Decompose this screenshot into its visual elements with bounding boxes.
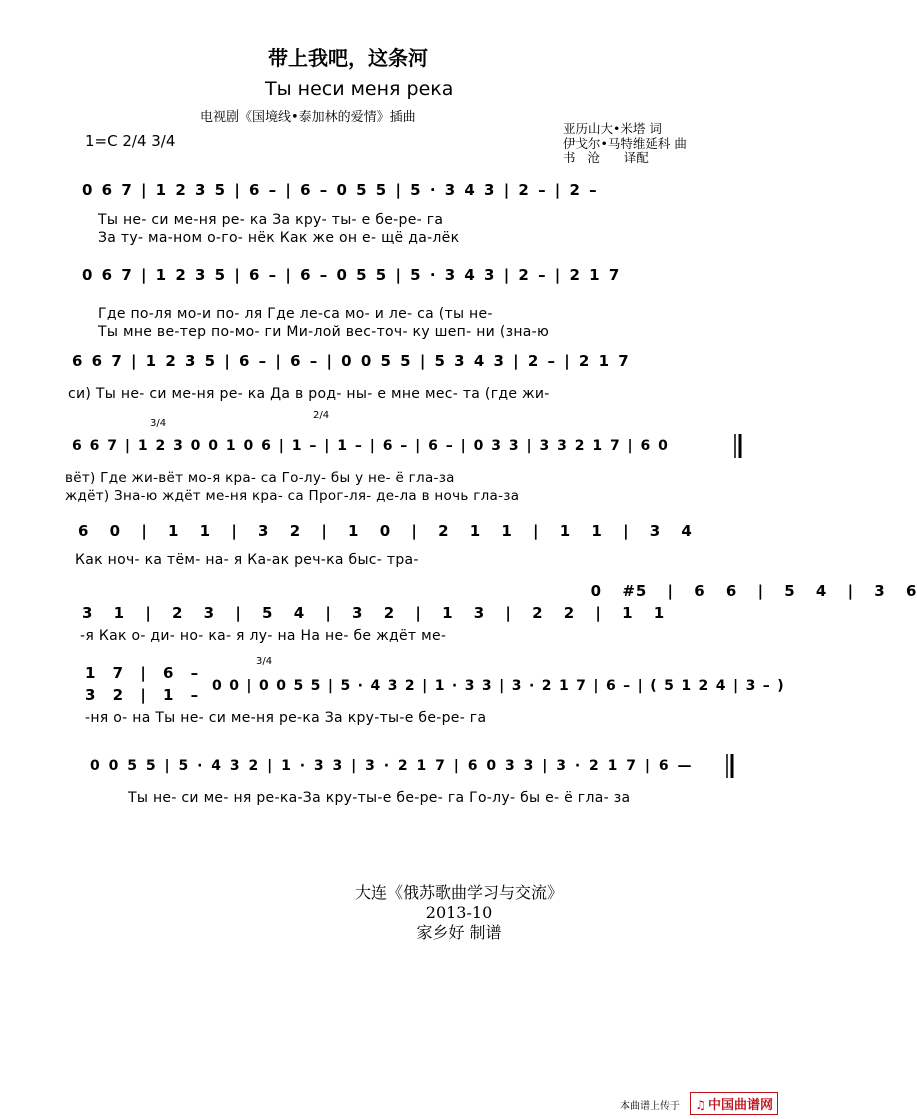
lyric-row-7a: -ня о- на Ты не- си ме-ня ре-ка За кру-ты-е бе-ре- га	[85, 710, 487, 726]
notation-row-7: 0 0 | 0 0 5 5 | 5 · 4 3 2 | 1 · 3 3 | 3 · 2 1 7 | 6 – | ( 5 1 2 4 | 3 – )	[212, 678, 784, 694]
footer-date: 2013-10	[425, 903, 493, 922]
credit-translator: 书 沧 译配	[563, 150, 649, 165]
notation-row-8: 0 0 5 5 | 5 · 4 3 2 | 1 · 3 3 | 3 · 2 1 7 | 6 0 3 3 | 3 · 2 1 7 | 6 —	[90, 758, 693, 774]
notation-row-2: 0 6 7 | 1 2 3 5 | 6 – | 6 – 0 5 5 | 5 · 3 4 3 | 2 – | 2 1 7	[82, 266, 621, 284]
notation-row-3: 6 6 7 | 1 2 3 5 | 6 – | 6 – | 0 0 5 5 | 5 3 4 3 | 2 – | 2 1 7	[72, 352, 630, 370]
lyric-row-8a: Ты не- си ме- ня ре-ка-За кру-ты-е бе-ре- га Го-лу- бы е- ё гла- за	[128, 790, 631, 806]
lyric-row-3a: си) Ты не- си ме-ня ре- ка Да в род- ны- е мне мес- та (где жи-	[68, 386, 550, 402]
brand-name: 中国曲谱网	[707, 1098, 773, 1113]
lyric-row-6a: -я Как о- ди- но- ка- я лу- на На не- бе ждёт ме-	[80, 628, 447, 644]
lyric-row-4a: вёт) Где жи-вёт мо-я кра- са Го-лу- бы у не- ё гла-за	[65, 470, 455, 486]
lyric-row-1a: Ты не- си ме-ня ре- ка За кру- ты- е бе-ре- га	[98, 212, 444, 228]
time-change-3-4: 3/4	[150, 418, 167, 429]
lyric-row-5a: Как ноч- ка тём- на- я Ка-ак реч-ка быс- тра-	[75, 552, 419, 568]
lyric-row-1b: За ту- ма-ном о-го- нёк Как же он е- щё да-лёк	[98, 230, 460, 246]
footer	[355, 883, 563, 943]
page-title-ru: Ты неси меня река	[265, 78, 454, 100]
credit-composer: 伊戈尔•马特维延科 曲	[563, 135, 687, 151]
footer-source: 大连《俄苏歌曲学习与交流》	[355, 883, 564, 902]
lyric-row-2b: Ты мне ве-тер по-мо- ги Ми-лой вес-точ- ку шеп- ни (зна-ю	[98, 324, 550, 340]
page-title-cn: 带上我吧，这条河	[268, 46, 428, 70]
brand-icon: ♫	[695, 1098, 706, 1112]
notation-row-6-upper: 0 #5 | 6 6 | 5 4 | 3 6	[348, 582, 917, 600]
brand-logo[interactable]	[690, 1092, 778, 1115]
credit-lyricist: 亚历山大•米塔 词	[563, 121, 662, 136]
lyric-row-4b: ждёт) Зна-ю ждёт ме-ня кра- са Прог-ля- де-ла в ночь гла-за	[65, 488, 520, 504]
time-change-2-4: 2/4	[313, 410, 330, 421]
page-subtitle: 电视剧《国境线•泰加林的爱情》插曲	[200, 110, 416, 125]
notation-row-4: 6 6 7 | 1 2 3 0 0 1 0 6 | 1 – | 1 – | 6 – | 6 – | 0 3 3 | 3 3 2 1 7 | 6 0	[72, 438, 669, 454]
lyric-row-2a: Где по-ля мо-и по- ля Где ле-са мо- и ле- са (ты не-	[98, 306, 493, 322]
key-signature: 1=C 2/4 3/4	[85, 132, 176, 150]
notation-row-5: 6 0 | 1 1 | 3 2 | 1 0 | 2 1 1 | 1 1 | 3 4	[78, 522, 693, 540]
footer-maker: 家乡好 制谱	[416, 923, 502, 942]
notation-row-1: 0 6 7 | 1 2 3 5 | 6 – | 6 – 0 5 5 | 5 · 3 4 3 | 2 – | 2 –	[82, 181, 598, 199]
upload-note: 本曲谱上传于	[620, 1101, 680, 1112]
notation-row-7-upper: 1 7 | 6 –	[85, 664, 200, 682]
time-change-row-7: 3/4	[256, 656, 273, 667]
notation-row-7-lower: 3 2 | 1 –	[85, 686, 200, 704]
notation-row-6-lower: 3 1 | 2 3 | 5 4 | 3 2 | 1 3 | 2 2 | 1 1	[82, 604, 666, 622]
